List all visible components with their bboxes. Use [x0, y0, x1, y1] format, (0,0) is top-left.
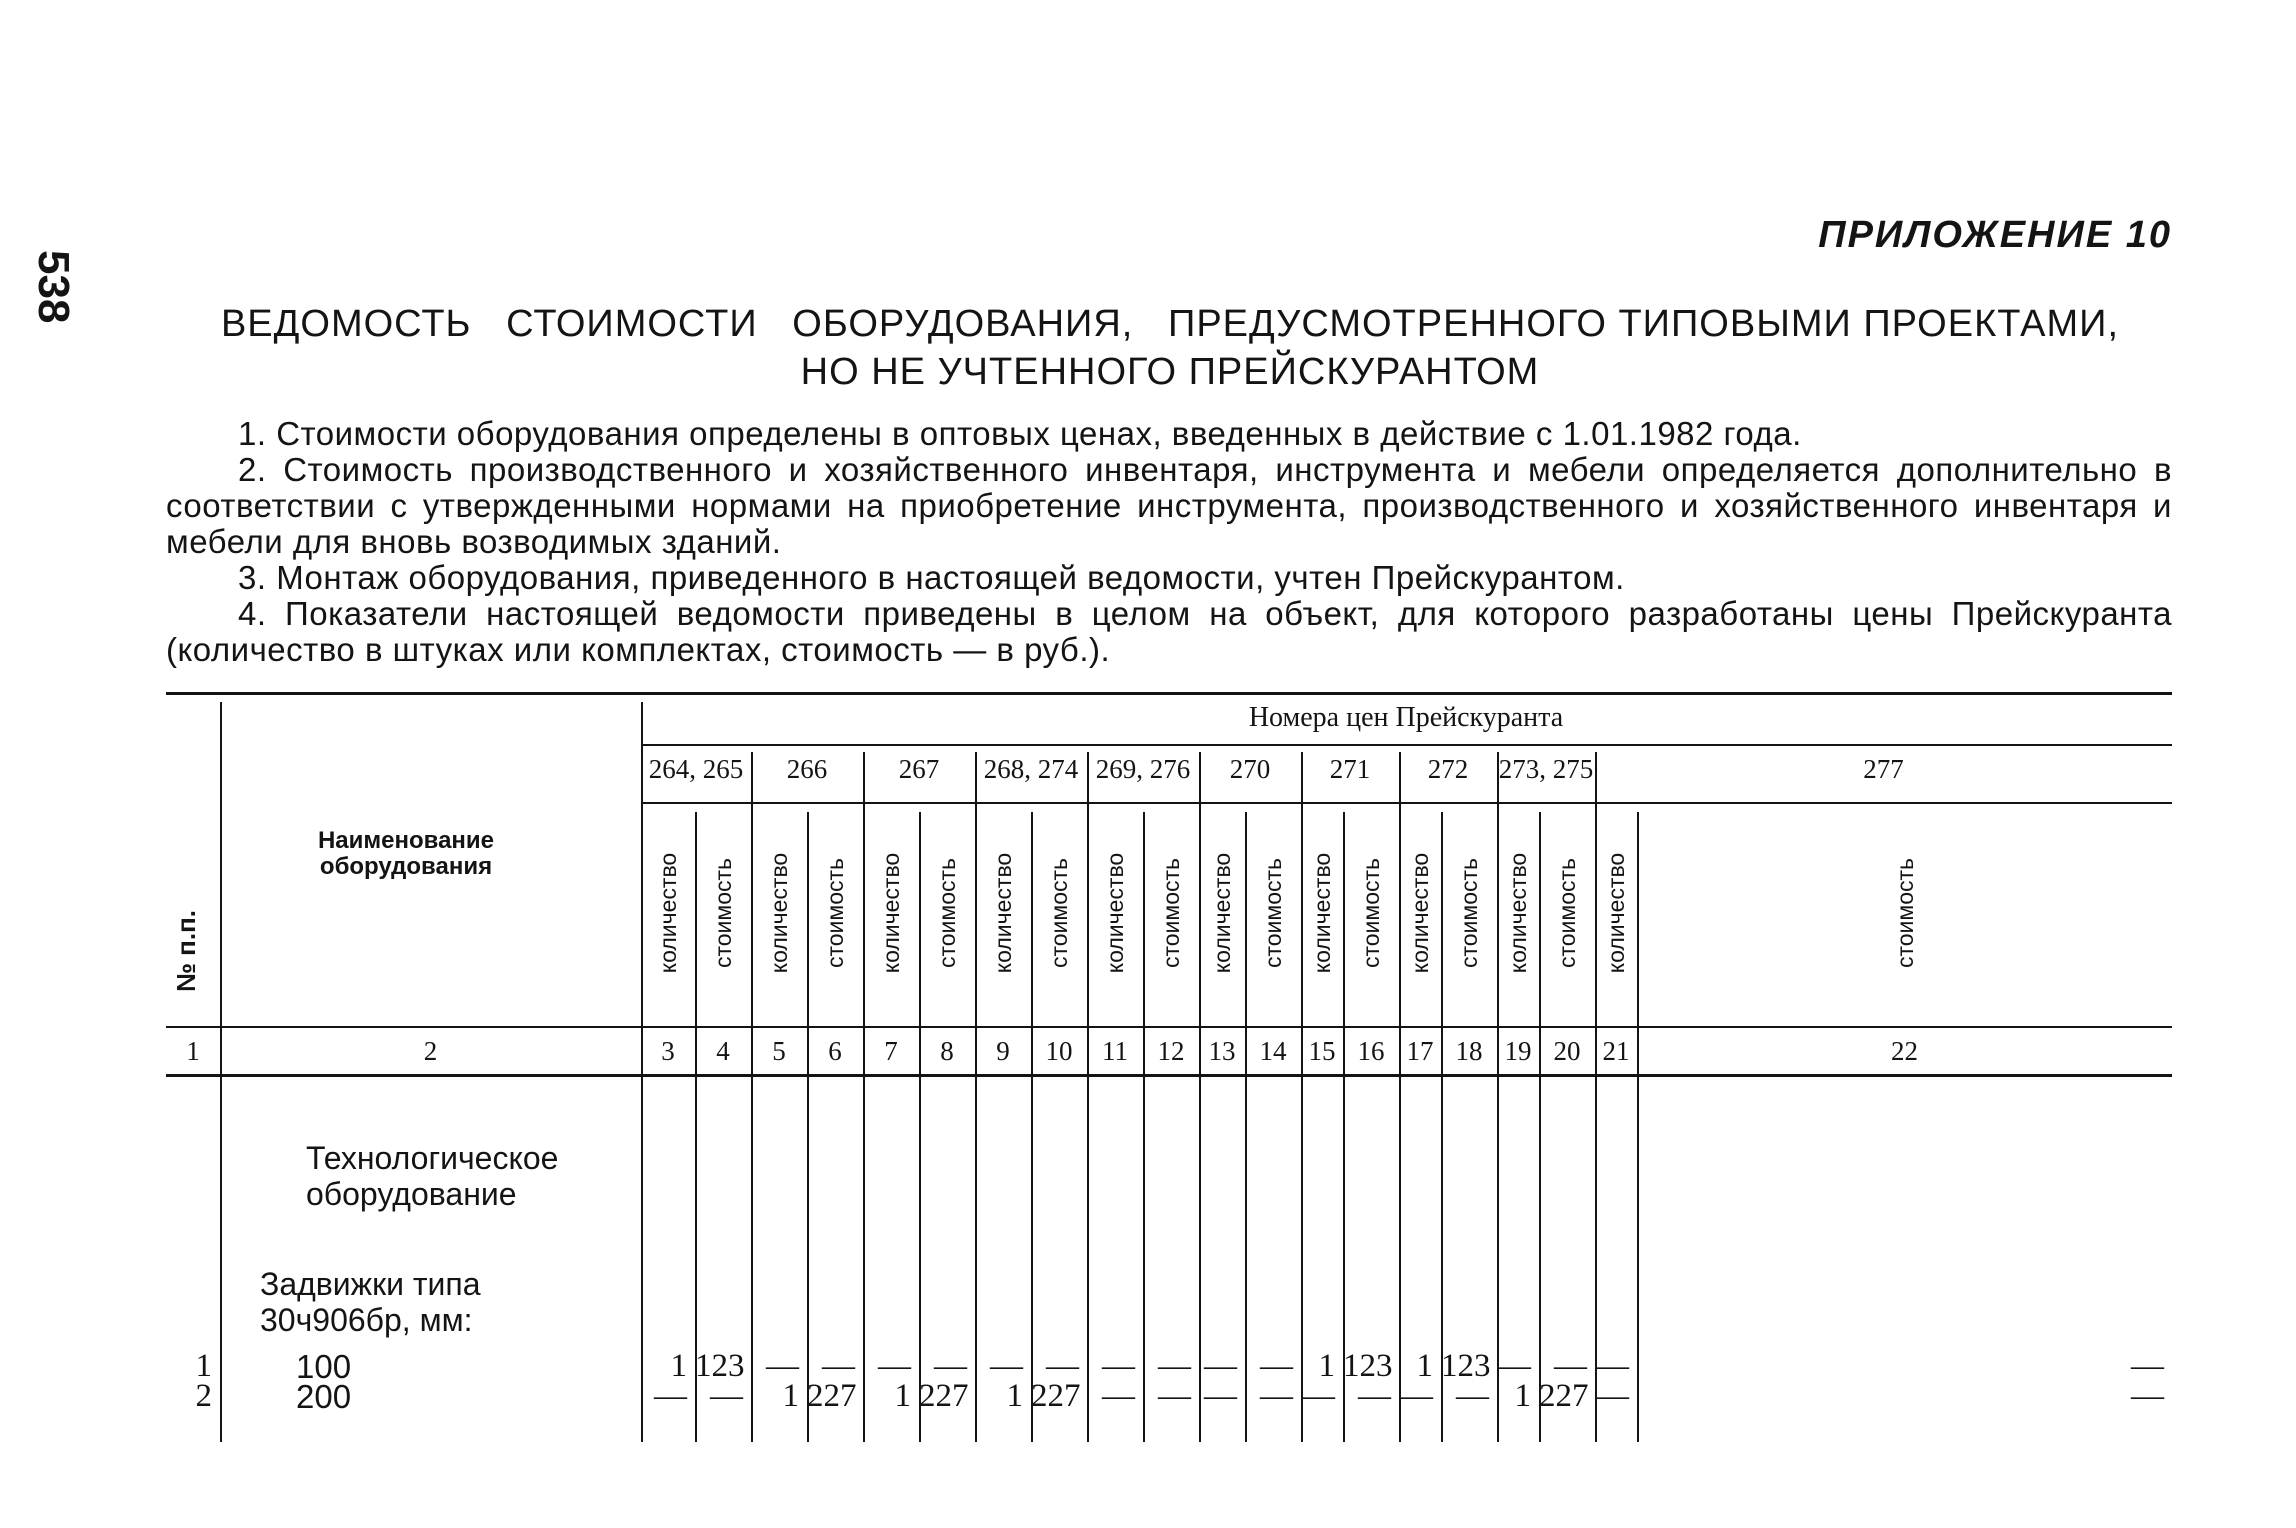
- cost-subheader: стоимость: [1891, 857, 1918, 969]
- row-number: 1: [195, 1348, 212, 1384]
- table-cell: —: [1596, 1348, 1629, 1384]
- column-number: 3: [661, 1036, 675, 1066]
- col-no-rule: [220, 702, 222, 1442]
- note-4: 4. Показатели настоящей ведомости приведены в целом на объект, для которого разработаны цены Прейскуранта (количество в штуках или комплектах, стоимость — в руб.).: [166, 595, 2172, 668]
- title-line-2: НО НЕ УЧТЕННОГО ПРЕЙСКУРАНТОМ: [800, 351, 1540, 393]
- table-cell: —: [1554, 1348, 1587, 1384]
- table-top-rule: [166, 692, 2172, 695]
- title-line-1: ВЕДОМОСТЬ СТОИМОСТИ ОБОРУДОВАНИЯ, ПРЕДУСМОТРЕННОГО ТИПОВЫМИ ПРОЕКТАМИ,: [220, 303, 2120, 345]
- column-number: 13: [1208, 1036, 1236, 1066]
- cost-subheader: стоимость: [1046, 857, 1072, 969]
- price-group-label: 272: [1427, 754, 1469, 784]
- group-rule: [1595, 752, 1597, 1442]
- cost-subheader: стоимость: [1358, 857, 1384, 969]
- table-cell: 1: [670, 1348, 687, 1384]
- table-cell: —: [990, 1348, 1023, 1384]
- note-2: 2. Стоимость производственного и хозяйственного инвентаря, инструмента и мебели определяется дополнительно в соответствии с утвержденными нормами на приобретение инструмента, производственного и хозяйственного инвентаря и мебели для вновь возводимых зданий.: [166, 451, 2172, 560]
- qty-subheader: количество: [1505, 852, 1531, 974]
- table-cell: —: [1302, 1378, 1335, 1414]
- table-cell: —: [1046, 1348, 1079, 1384]
- column-number: 15: [1308, 1036, 1336, 1066]
- group-header-rule: [641, 744, 2172, 746]
- row-name: 100: [296, 1348, 352, 1385]
- equipment-table: [166, 692, 2172, 1452]
- column-number: 22: [1891, 1036, 1918, 1066]
- group-rule: [1399, 752, 1401, 1442]
- table-cell: —: [878, 1348, 911, 1384]
- column-number: 18: [1455, 1036, 1483, 1066]
- column-number: 7: [884, 1036, 898, 1066]
- group-rule: [975, 752, 977, 1442]
- colnum-bottom-rule: [166, 1074, 2172, 1077]
- price-group-label: 269, 276: [1095, 754, 1191, 784]
- table-cell: —: [934, 1348, 967, 1384]
- price-group-label: 273, 275: [1498, 754, 1594, 784]
- table-cell: —: [1204, 1378, 1237, 1414]
- table-cell: —: [1260, 1348, 1293, 1384]
- table-cell: 1: [1514, 1378, 1531, 1414]
- cost-subheader: стоимость: [934, 857, 960, 969]
- table-cell: 1: [1006, 1378, 1023, 1414]
- table-cell: —: [1102, 1348, 1135, 1384]
- col-name-header: Наименование оборудования: [317, 827, 495, 880]
- table-cell: 123: [1441, 1348, 1491, 1384]
- column-number: 17: [1406, 1036, 1434, 1066]
- qty-subheader: количество: [1102, 852, 1128, 974]
- note-3: 3. Монтаж оборудования, приведенного в настоящей ведомости, учтен Прейскурантом.: [238, 559, 1625, 596]
- document-title: [190, 300, 2150, 396]
- column-number: 21: [1602, 1036, 1630, 1066]
- table-cell: —: [1498, 1348, 1531, 1384]
- column-number: 19: [1504, 1036, 1532, 1066]
- table-cell: 227: [919, 1378, 969, 1414]
- group-rule: [1497, 752, 1499, 1442]
- table-cell: —: [1400, 1378, 1433, 1414]
- price-group-label: 270: [1229, 754, 1271, 784]
- table-cell: —: [1102, 1378, 1135, 1414]
- table-cell: —: [822, 1348, 855, 1384]
- table-cell: 1: [1416, 1348, 1433, 1384]
- price-group-label: 268, 274: [983, 754, 1079, 784]
- column-number: 2: [423, 1036, 438, 1066]
- table-cell: 1: [782, 1378, 799, 1414]
- price-numbers-header: Номера цен Прейскуранта: [1248, 702, 1564, 733]
- subheader-rule: [641, 802, 2172, 804]
- table-cell: —: [1260, 1378, 1293, 1414]
- qty-subheader: количество: [766, 852, 792, 974]
- table-cell: 123: [695, 1348, 745, 1384]
- qty-subheader: количество: [655, 852, 681, 974]
- qty-subheader: количество: [878, 852, 904, 974]
- table-cell: —: [1158, 1348, 1191, 1384]
- table-cell: 227: [1031, 1378, 1081, 1414]
- column-number: 16: [1357, 1036, 1385, 1066]
- table-cell: 1: [1318, 1348, 1335, 1384]
- column-number: 9: [996, 1036, 1010, 1066]
- column-number: 11: [1102, 1036, 1128, 1066]
- group-rule: [751, 752, 753, 1442]
- header-bottom-rule: [166, 1026, 2172, 1028]
- notes: [166, 416, 2172, 668]
- row-number: 2: [195, 1378, 212, 1414]
- table-cell: 227: [807, 1378, 857, 1414]
- column-number: 5: [772, 1036, 786, 1066]
- cost-subheader: стоимость: [1260, 857, 1286, 969]
- price-group-label: 271: [1329, 754, 1371, 784]
- section-title: Технологическое оборудование: [306, 1140, 559, 1212]
- qty-subheader: количество: [1209, 852, 1235, 974]
- note-1: 1. Стоимости оборудования определены в оптовых ценах, введенных в действие с 1.01.1982 года.: [238, 415, 1802, 452]
- table-cell: 123: [1343, 1348, 1393, 1384]
- column-number: 14: [1259, 1036, 1287, 1066]
- column-number: 8: [940, 1036, 954, 1066]
- group-rule: [1199, 752, 1201, 1442]
- table-cell: —: [2131, 1348, 2164, 1384]
- price-group-label: 266: [786, 754, 828, 784]
- table-cell: —: [654, 1378, 687, 1414]
- col-no-header: № п.п.: [171, 909, 201, 993]
- price-group-label: 267: [898, 754, 940, 784]
- table-cell: —: [710, 1378, 743, 1414]
- price-group-label: 264, 265: [648, 754, 744, 784]
- cost-subheader: стоимость: [710, 857, 736, 969]
- column-number: 6: [828, 1036, 842, 1066]
- item-group-label: Задвижки типа 30ч906бр, мм:: [260, 1266, 481, 1338]
- qty-subheader: количество: [1309, 852, 1335, 974]
- table-cell: —: [1358, 1378, 1391, 1414]
- group-rule: [1301, 752, 1303, 1442]
- table-cell: 227: [1539, 1378, 1589, 1414]
- appendix-label: ПРИЛОЖЕНИЕ 10: [1818, 214, 2172, 256]
- table-cell: —: [1456, 1378, 1489, 1414]
- group-rule: [863, 752, 865, 1442]
- table-cell: —: [1596, 1378, 1629, 1414]
- row-name: 200: [296, 1378, 352, 1415]
- column-number: 4: [716, 1036, 730, 1066]
- table-cell: —: [2131, 1378, 2164, 1414]
- column-number: 1: [186, 1036, 200, 1066]
- column-number: 20: [1553, 1036, 1581, 1066]
- price-group-label: 277: [1863, 754, 1904, 784]
- column-number: 12: [1157, 1036, 1185, 1066]
- qty-subheader: количество: [1603, 852, 1629, 974]
- cost-subheader: стоимость: [1554, 857, 1580, 969]
- group-rule: [1087, 752, 1089, 1442]
- cost-subheader: стоимость: [1158, 857, 1184, 969]
- table-cell: —: [766, 1348, 799, 1384]
- col-name-rule: [641, 702, 643, 1442]
- table-cell: —: [1204, 1348, 1237, 1384]
- qty-subheader: количество: [1407, 852, 1433, 974]
- cost-subheader: стоимость: [1456, 857, 1482, 969]
- cost-subheader: стоимость: [822, 857, 848, 969]
- qty-subheader: количество: [990, 852, 1016, 974]
- table-cell: —: [1158, 1378, 1191, 1414]
- table-cell: 1: [894, 1378, 911, 1414]
- page-number: 538: [29, 250, 78, 324]
- column-number: 10: [1045, 1036, 1073, 1066]
